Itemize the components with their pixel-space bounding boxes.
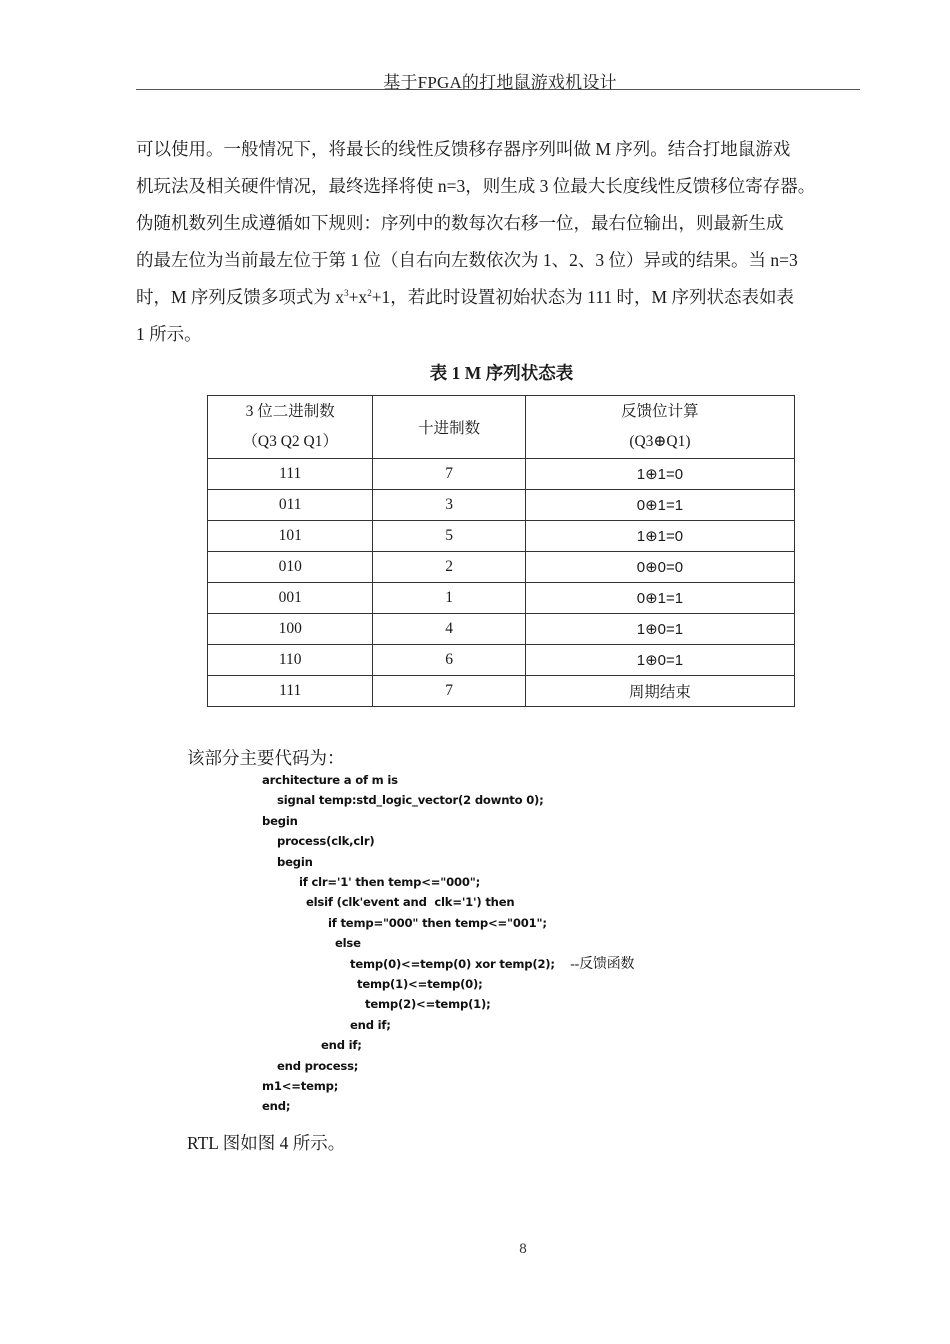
header-text: (Q3⊕Q1) [629, 433, 691, 450]
cell-decimal: 3 [373, 490, 525, 521]
cell-feedback: 0⊕0=0 [525, 552, 794, 583]
cell-feedback: 0⊕1=1 [525, 583, 794, 614]
table-row [208, 676, 795, 707]
cell-binary: 011 [208, 490, 373, 521]
code-line: temp(1)<=temp(0); [357, 977, 483, 991]
header-cell-decimal: 十进制数 [373, 396, 525, 459]
cell-feedback: 1⊕0=1 [525, 645, 794, 676]
cell-feedback: 1⊕1=0 [525, 459, 794, 490]
cell-binary: 111 [208, 459, 373, 490]
code-line: architecture a of m is [262, 773, 398, 787]
code-line: end if; [321, 1038, 362, 1053]
code-line: else [335, 936, 361, 951]
paragraph-line: 1 所示。 [136, 324, 202, 344]
m-sequence-state-table [207, 395, 795, 707]
table-row [208, 552, 795, 583]
code-line: begin [277, 854, 313, 869]
cell-binary: 101 [208, 521, 373, 552]
text: 时，M 序列反馈多项式为 x [136, 287, 345, 307]
cell-feedback: 1⊕0=1 [525, 614, 794, 645]
code-line: process(clk,clr) [277, 834, 375, 849]
code-spacer [555, 957, 570, 971]
cell-decimal: 2 [373, 552, 525, 583]
cell-binary: 110 [208, 645, 373, 676]
code-line: elsif (clk'event and clk='1') then [306, 895, 515, 910]
cell-binary: 010 [208, 552, 373, 583]
paragraph-line: 可以使用。一般情况下，将最长的线性反馈移存器序列叫做 M 序列。结合打地鼠游戏 [136, 139, 791, 159]
code-line: signal temp:std_logic_vector(2 downto 0); [277, 793, 544, 808]
header-divider [136, 89, 860, 90]
code-line: end if; [350, 1017, 391, 1032]
cell-decimal: 4 [373, 614, 525, 645]
code-line: if clr='1' then temp<="000"; [299, 875, 481, 889]
table-row [208, 614, 795, 645]
text: +1，若此时设置初始状态为 111 时，M 序列状态表如表 [371, 287, 794, 307]
cell-binary: 001 [208, 583, 373, 614]
code-line: m1<=temp; [262, 1079, 339, 1093]
code-line: begin [262, 813, 298, 828]
text: +x [348, 287, 368, 307]
table-header-row [208, 396, 795, 459]
cell-feedback: 0⊕1=1 [525, 490, 794, 521]
code-line: if temp="000" then temp<="001"; [328, 915, 547, 930]
header-text: 3 位二进制数 [245, 403, 335, 420]
code-line: end process; [277, 1058, 359, 1073]
cell-decimal: 5 [373, 521, 525, 552]
paragraph-line-polynomial [136, 279, 876, 316]
cell-feedback: 周期结束 [525, 676, 794, 707]
code-line-with-comment [350, 954, 634, 974]
table-caption: 表 1 M 序列状态表 [429, 363, 574, 383]
table-row [208, 583, 795, 614]
running-header-title: 基于FPGA的打地鼠游戏机设计 [383, 73, 617, 92]
table-row [208, 459, 795, 490]
table-row [208, 645, 795, 676]
superscript: 2 [367, 288, 372, 298]
cell-decimal: 7 [373, 676, 525, 707]
header-cell-binary [208, 396, 373, 459]
code-comment: --反馈函数 [570, 956, 635, 972]
code-line: temp(2)<=temp(1); [365, 997, 491, 1012]
body-paragraph [136, 131, 876, 353]
paragraph-line: 的最左位为当前最左位于第 1 位（自右向左数依次为 1、2、3 位）异或的结果。当 n=3 [136, 250, 798, 270]
superscript: 3 [344, 288, 349, 298]
cell-decimal: 7 [373, 459, 525, 490]
table-row [208, 521, 795, 552]
header-text: （Q3 Q2 Q1） [242, 433, 339, 450]
page-number: 8 [519, 1241, 527, 1257]
paragraph-line: 机玩法及相关硬件情况，最终选择将使 n=3，则生成 3 位最大长度线性反馈移位寄存器。 [136, 176, 816, 196]
code-intro-text: 该部分主要代码为： [187, 748, 345, 768]
table-row [208, 490, 795, 521]
cell-decimal: 1 [373, 583, 525, 614]
code-line: end; [262, 1099, 291, 1114]
cell-decimal: 6 [373, 645, 525, 676]
header-text: 反馈位计算 [621, 403, 699, 420]
cell-binary: 100 [208, 614, 373, 645]
paragraph-line: 伪随机数列生成遵循如下规则：序列中的数每次右移一位，最右位输出，则最新生成 [136, 213, 784, 233]
cell-feedback: 1⊕1=0 [525, 521, 794, 552]
code-text: temp(0)<=temp(0) xor temp(2); [350, 956, 555, 971]
cell-binary: 111 [208, 676, 373, 707]
header-cell-feedback [525, 396, 794, 459]
rtl-figure-reference: RTL 图如图 4 所示。 [187, 1133, 346, 1153]
